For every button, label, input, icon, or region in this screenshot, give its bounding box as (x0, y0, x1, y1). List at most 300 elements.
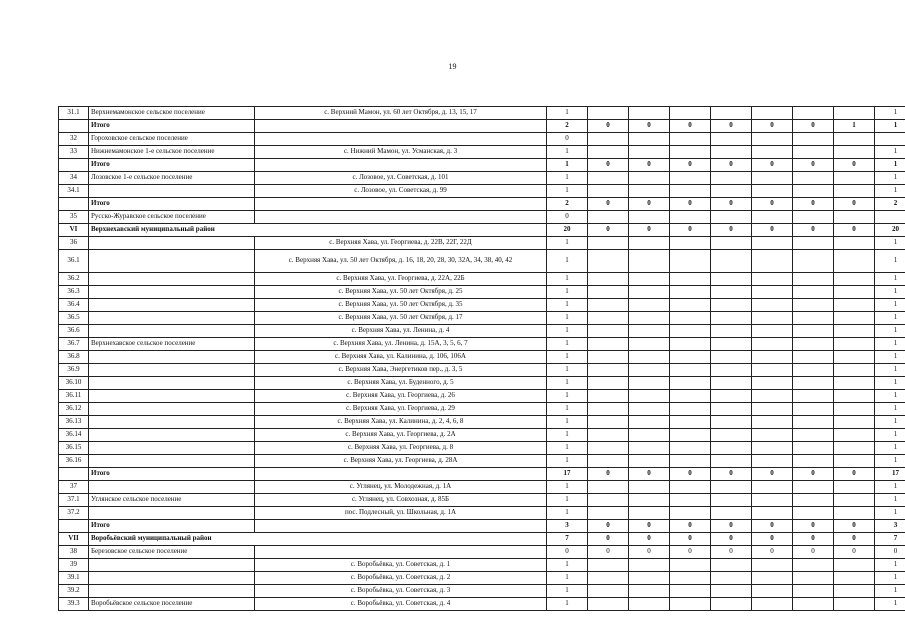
count-cell (588, 133, 629, 146)
settlement-name (89, 585, 255, 598)
table-row (59, 442, 905, 455)
count-cell: 0 (834, 159, 875, 172)
count-cell (752, 455, 793, 468)
count-cell (670, 572, 711, 585)
table-row (59, 507, 905, 520)
count-cell (670, 250, 711, 273)
count-cell: 0 (834, 224, 875, 237)
count-cell (670, 185, 711, 198)
count-cell (588, 146, 629, 159)
count-cell (670, 312, 711, 325)
count-cell (711, 377, 752, 390)
count-cell (752, 403, 793, 416)
count-cell (793, 351, 834, 364)
address-cell: с. Верхний Мамон, ул. 60 лет Октября, д. 13, 15, 17 (255, 107, 547, 120)
count-cell: 0 (629, 198, 670, 211)
table-row (59, 338, 905, 351)
count-cell (629, 507, 670, 520)
count-cell: 0 (670, 198, 711, 211)
row-number: 36.10 (59, 377, 89, 390)
count-cell (752, 325, 793, 338)
count-cell (670, 455, 711, 468)
count-cell (629, 211, 670, 224)
count-cell: 0 (588, 198, 629, 211)
count-cell: 1 (875, 572, 905, 585)
count-cell (670, 390, 711, 403)
table-row (59, 172, 905, 185)
address-cell: с. Верхняя Хава, ул. Георгиева, д. 2А (255, 429, 547, 442)
table-row (59, 416, 905, 429)
count-cell (588, 572, 629, 585)
count-cell (629, 299, 670, 312)
district-name: Воробьёвский муниципальный район (89, 533, 547, 546)
count-cell (629, 286, 670, 299)
count-cell: 1 (547, 416, 588, 429)
count-cell (711, 312, 752, 325)
count-cell (629, 146, 670, 159)
count-cell (629, 351, 670, 364)
count-cell (752, 598, 793, 611)
table-row (59, 107, 905, 120)
count-cell: 0 (670, 520, 711, 533)
address-cell: с. Воробьёвка, ул. Советская, д. 4 (255, 598, 547, 611)
count-cell (670, 429, 711, 442)
count-cell: 1 (875, 286, 905, 299)
count-cell (588, 299, 629, 312)
row-number: 36 (59, 237, 89, 250)
settlement-name: Итого (89, 120, 255, 133)
count-cell (711, 481, 752, 494)
count-cell (793, 237, 834, 250)
count-cell (670, 211, 711, 224)
address-cell: с. Верхняя Хава, Энергетиков пер., д. 3, 5 (255, 364, 547, 377)
address-cell: с. Верхняя Хава, ул. Георгиева, д. 8 (255, 442, 547, 455)
row-number: 36.9 (59, 364, 89, 377)
count-cell: 0 (588, 533, 629, 546)
total-row (59, 120, 905, 133)
count-cell: 0 (629, 468, 670, 481)
count-cell: 0 (629, 533, 670, 546)
row-number: 37 (59, 481, 89, 494)
count-cell (752, 299, 793, 312)
count-cell (588, 185, 629, 198)
address-cell: с. Лозовое, ул. Советская, д. 101 (255, 172, 547, 185)
count-cell (752, 390, 793, 403)
count-cell (670, 107, 711, 120)
settlement-name (89, 429, 255, 442)
count-cell: 7 (875, 533, 905, 546)
row-number (59, 520, 89, 533)
count-cell (793, 312, 834, 325)
count-cell: 0 (670, 224, 711, 237)
row-number: 39 (59, 559, 89, 572)
count-cell (711, 146, 752, 159)
count-cell (793, 133, 834, 146)
count-cell (588, 390, 629, 403)
table-row (59, 390, 905, 403)
table-row (59, 325, 905, 338)
settlement-name: Итого (89, 520, 255, 533)
count-cell: 1 (547, 286, 588, 299)
count-cell (752, 286, 793, 299)
count-cell (670, 442, 711, 455)
count-cell: 0 (670, 533, 711, 546)
count-cell: 1 (875, 494, 905, 507)
settlement-name (89, 559, 255, 572)
address-cell: с. Верхняя Хава, ул. Буденного, д. 5 (255, 377, 547, 390)
count-cell: 17 (547, 468, 588, 481)
count-cell (834, 237, 875, 250)
table-row (59, 429, 905, 442)
count-cell (834, 364, 875, 377)
count-cell: 0 (875, 546, 905, 559)
count-cell (711, 351, 752, 364)
count-cell: 0 (629, 120, 670, 133)
count-cell (588, 364, 629, 377)
count-cell: 1 (875, 377, 905, 390)
count-cell: 0 (588, 120, 629, 133)
total-row (59, 159, 905, 172)
count-cell (588, 481, 629, 494)
count-cell: 0 (711, 198, 752, 211)
count-cell (752, 211, 793, 224)
count-cell (588, 351, 629, 364)
row-number: 39.3 (59, 598, 89, 611)
count-cell (629, 403, 670, 416)
address-cell (255, 133, 547, 146)
count-cell: 0 (711, 224, 752, 237)
address-cell (255, 159, 547, 172)
count-cell (670, 299, 711, 312)
count-cell (670, 351, 711, 364)
count-cell (711, 507, 752, 520)
settlement-name: Углянское сельское поселение (89, 494, 255, 507)
count-cell (629, 585, 670, 598)
count-cell (588, 585, 629, 598)
count-cell: 20 (547, 224, 588, 237)
address-cell (255, 211, 547, 224)
count-cell (834, 403, 875, 416)
settlements-table (58, 106, 905, 611)
count-cell (752, 273, 793, 286)
table-row (59, 273, 905, 286)
count-cell: 0 (547, 546, 588, 559)
count-cell (752, 494, 793, 507)
count-cell (793, 211, 834, 224)
count-cell: 0 (752, 468, 793, 481)
count-cell (752, 185, 793, 198)
count-cell: 0 (793, 159, 834, 172)
count-cell: 0 (752, 224, 793, 237)
count-cell (629, 598, 670, 611)
total-row (59, 520, 905, 533)
row-number (59, 120, 89, 133)
count-cell: 0 (834, 546, 875, 559)
count-cell: 0 (547, 133, 588, 146)
count-cell: 0 (629, 159, 670, 172)
settlement-name (89, 572, 255, 585)
count-cell (752, 351, 793, 364)
count-cell (588, 273, 629, 286)
count-cell (711, 250, 752, 273)
count-cell (793, 325, 834, 338)
count-cell (793, 107, 834, 120)
row-number: 34.1 (59, 185, 89, 198)
count-cell (588, 403, 629, 416)
count-cell (793, 572, 834, 585)
count-cell: 1 (547, 442, 588, 455)
count-cell: 7 (547, 533, 588, 546)
count-cell (793, 403, 834, 416)
count-cell: 0 (834, 533, 875, 546)
count-cell (793, 273, 834, 286)
count-cell: 1 (547, 364, 588, 377)
count-cell (588, 507, 629, 520)
count-cell (711, 390, 752, 403)
table-row (59, 237, 905, 250)
count-cell (752, 377, 793, 390)
count-cell: 0 (588, 159, 629, 172)
count-cell (588, 338, 629, 351)
settlement-name (89, 325, 255, 338)
row-number: 36.16 (59, 455, 89, 468)
count-cell (711, 585, 752, 598)
count-cell: 0 (793, 120, 834, 133)
address-cell (255, 468, 547, 481)
row-number: 36.2 (59, 273, 89, 286)
row-number: 35 (59, 211, 89, 224)
row-number: 38 (59, 546, 89, 559)
address-cell: с. Верхняя Хава, ул. Ленина, д. 4 (255, 325, 547, 338)
settlement-name: Итого (89, 159, 255, 172)
settlement-name (89, 273, 255, 286)
settlement-name (89, 416, 255, 429)
address-cell (255, 546, 547, 559)
count-cell: 1 (875, 442, 905, 455)
count-cell (711, 364, 752, 377)
row-number: 36.8 (59, 351, 89, 364)
count-cell (670, 146, 711, 159)
count-cell: 0 (711, 468, 752, 481)
count-cell (711, 494, 752, 507)
count-cell: 0 (588, 520, 629, 533)
count-cell: 3 (547, 520, 588, 533)
count-cell (629, 312, 670, 325)
count-cell: 1 (547, 107, 588, 120)
count-cell: 1 (547, 312, 588, 325)
count-cell: 1 (547, 377, 588, 390)
count-cell (670, 559, 711, 572)
total-row (59, 468, 905, 481)
settlement-name (89, 185, 255, 198)
count-cell (629, 481, 670, 494)
count-cell: 0 (547, 211, 588, 224)
table-row (59, 403, 905, 416)
count-cell (752, 585, 793, 598)
settlement-name (89, 312, 255, 325)
address-cell: с. Верхняя Хава, ул. Георгиева, д. 22В, 22Г, 22Д (255, 237, 547, 250)
count-cell (711, 429, 752, 442)
settlement-name (89, 250, 255, 273)
address-cell: с. Верхняя Хава, ул. 50 лет Октября, д. 16, 18, 20, 28, 30, 32А, 34, 38, 40, 42 (255, 250, 547, 273)
settlement-name: Лозовское 1-е сельское поселение (89, 172, 255, 185)
settlement-name (89, 507, 255, 520)
count-cell (588, 325, 629, 338)
count-cell (793, 494, 834, 507)
count-cell (793, 598, 834, 611)
count-cell (834, 442, 875, 455)
address-cell: пос. Подлесный, ул. Школьная, д. 1А (255, 507, 547, 520)
count-cell: 1 (547, 250, 588, 273)
count-cell: 0 (752, 159, 793, 172)
row-number: 36.15 (59, 442, 89, 455)
count-cell (793, 377, 834, 390)
count-cell (629, 237, 670, 250)
count-cell (834, 211, 875, 224)
count-cell (752, 146, 793, 159)
address-cell: с. Воробьёвка, ул. Советская, д. 1 (255, 559, 547, 572)
count-cell: 0 (834, 520, 875, 533)
count-cell (793, 585, 834, 598)
settlement-name (89, 403, 255, 416)
count-cell (711, 325, 752, 338)
count-cell: 0 (670, 546, 711, 559)
count-cell: 1 (875, 481, 905, 494)
address-cell: с. Верхняя Хава, ул. Георгиева, д. 29 (255, 403, 547, 416)
count-cell: 0 (711, 520, 752, 533)
count-cell (793, 429, 834, 442)
row-number: 36.3 (59, 286, 89, 299)
count-cell: 1 (875, 146, 905, 159)
count-cell (629, 455, 670, 468)
count-cell: 0 (588, 224, 629, 237)
count-cell (793, 338, 834, 351)
count-cell: 3 (875, 520, 905, 533)
count-cell: 0 (629, 224, 670, 237)
table-row (59, 286, 905, 299)
count-cell (588, 416, 629, 429)
count-cell: 1 (875, 416, 905, 429)
count-cell (834, 572, 875, 585)
settlement-name (89, 481, 255, 494)
count-cell (834, 286, 875, 299)
count-cell (834, 585, 875, 598)
settlement-name: Итого (89, 468, 255, 481)
table-row (59, 364, 905, 377)
count-cell (793, 250, 834, 273)
count-cell: 0 (793, 533, 834, 546)
count-cell: 1 (875, 351, 905, 364)
count-cell (752, 237, 793, 250)
settlement-name: Березовское сельское поселение (89, 546, 255, 559)
count-cell (588, 107, 629, 120)
address-cell: с. Нижний Мамон, ул. Усманская, д. 3 (255, 146, 547, 159)
count-cell: 1 (834, 120, 875, 133)
count-cell (752, 507, 793, 520)
count-cell (629, 185, 670, 198)
row-number: 37.2 (59, 507, 89, 520)
count-cell: 0 (752, 546, 793, 559)
count-cell: 1 (547, 429, 588, 442)
count-cell: 1 (875, 390, 905, 403)
count-cell: 0 (752, 533, 793, 546)
count-cell (711, 211, 752, 224)
table-row (59, 546, 905, 559)
count-cell (793, 390, 834, 403)
count-cell: 1 (547, 299, 588, 312)
count-cell (711, 572, 752, 585)
row-number: 39.1 (59, 572, 89, 585)
count-cell: 1 (875, 312, 905, 325)
count-cell (670, 237, 711, 250)
count-cell: 1 (547, 559, 588, 572)
address-cell: с. Углянец, ул. Молодежная, д. 1А (255, 481, 547, 494)
address-cell: с. Верхняя Хава, ул. Калинина, д. 2, 4, 6, 8 (255, 416, 547, 429)
count-cell (588, 455, 629, 468)
count-cell (752, 364, 793, 377)
count-cell (588, 442, 629, 455)
count-cell: 1 (547, 494, 588, 507)
row-number: 33 (59, 146, 89, 159)
count-cell: 1 (875, 455, 905, 468)
count-cell: 1 (875, 338, 905, 351)
count-cell: 1 (875, 120, 905, 133)
count-cell (752, 107, 793, 120)
count-cell: 0 (588, 468, 629, 481)
count-cell: 1 (875, 172, 905, 185)
count-cell (711, 403, 752, 416)
count-cell (711, 559, 752, 572)
count-cell (588, 286, 629, 299)
settlement-name: Итого (89, 198, 255, 211)
count-cell (834, 312, 875, 325)
count-cell (629, 250, 670, 273)
count-cell: 1 (547, 351, 588, 364)
count-cell (793, 299, 834, 312)
count-cell (793, 286, 834, 299)
count-cell (670, 325, 711, 338)
row-number: VII (59, 533, 89, 546)
count-cell (588, 172, 629, 185)
row-number: 34 (59, 172, 89, 185)
count-cell (752, 442, 793, 455)
count-cell (588, 237, 629, 250)
count-cell: 0 (670, 120, 711, 133)
table-row (59, 312, 905, 325)
row-number: 36.12 (59, 403, 89, 416)
count-cell (834, 559, 875, 572)
count-cell (711, 455, 752, 468)
count-cell (834, 416, 875, 429)
count-cell (711, 172, 752, 185)
count-cell (834, 299, 875, 312)
count-cell (588, 312, 629, 325)
count-cell: 1 (547, 390, 588, 403)
settlement-name: Гороховское сельское поселение (89, 133, 255, 146)
count-cell (834, 507, 875, 520)
table-row (59, 481, 905, 494)
count-cell: 1 (875, 325, 905, 338)
count-cell (752, 133, 793, 146)
total-row (59, 224, 905, 237)
count-cell (834, 172, 875, 185)
count-cell (670, 286, 711, 299)
count-cell (670, 598, 711, 611)
table-row (59, 377, 905, 390)
table-row (59, 250, 905, 273)
count-cell (834, 146, 875, 159)
count-cell (588, 494, 629, 507)
